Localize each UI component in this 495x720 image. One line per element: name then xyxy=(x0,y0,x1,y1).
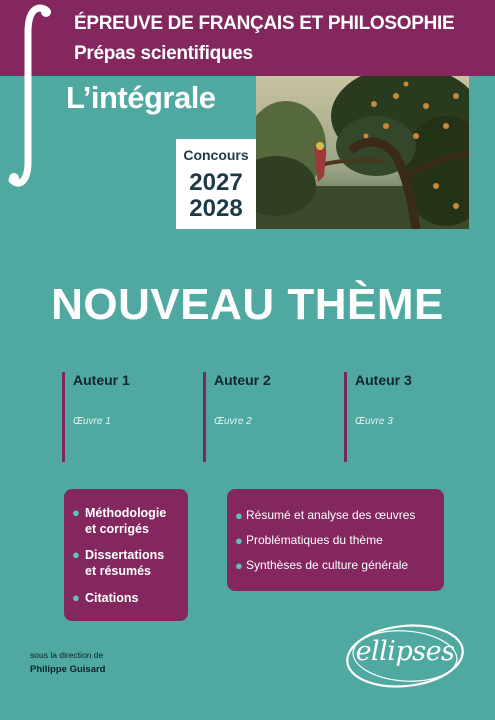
publisher-logo xyxy=(343,620,467,692)
feature-line: Dissertations xyxy=(85,548,165,562)
integral-icon xyxy=(6,2,58,190)
direction-label: sous la direction de xyxy=(30,650,104,660)
feature-line: et corrigés xyxy=(85,522,149,536)
collection-name: L’intégrale xyxy=(66,80,216,115)
bullet-dot-icon: ● xyxy=(235,508,243,523)
author-name: Auteur 1 xyxy=(73,372,130,388)
author-column-2 xyxy=(203,372,334,462)
bullet-dot-icon: ● xyxy=(235,558,243,573)
author-work: Œuvre 1 xyxy=(73,416,111,427)
feature-text: Problématiques du thème xyxy=(246,533,383,547)
year-end: 2028 xyxy=(189,195,243,222)
director-name: Philippe Guisard xyxy=(30,664,106,675)
author-work: Œuvre 3 xyxy=(355,416,393,427)
author-column-3 xyxy=(344,372,475,462)
bullet-dot-icon: ● xyxy=(235,533,243,548)
bullet-dot-icon: ● xyxy=(72,505,80,520)
features-box-left xyxy=(64,489,188,621)
year-start: 2027 xyxy=(189,169,243,196)
feature-text: Résumé et analyse des œuvres xyxy=(246,508,416,522)
cover-painting xyxy=(256,76,469,229)
bullet-dot-icon: ● xyxy=(72,590,80,605)
author-name: Auteur 3 xyxy=(355,372,412,388)
bullet-dot-icon: ● xyxy=(72,547,80,562)
exam-subtitle: Prépas scientifiques xyxy=(74,43,253,64)
painting-illustration xyxy=(256,76,469,229)
theme-title: NOUVEAU THÈME xyxy=(51,280,444,329)
feature-line: et résumés xyxy=(85,564,152,578)
feature-line: Citations xyxy=(85,591,139,605)
feature-text: Synthèses de culture générale xyxy=(246,558,409,572)
exam-title: ÉPREUVE DE FRANÇAIS ET PHILOSOPHIE xyxy=(74,13,455,34)
publisher-name: ellipses xyxy=(355,636,455,667)
author-name: Auteur 2 xyxy=(214,372,271,388)
concours-badge xyxy=(176,139,256,229)
feature-line: Méthodologie xyxy=(85,506,167,520)
concours-label: Concours xyxy=(183,147,249,163)
author-work: Œuvre 2 xyxy=(214,416,252,427)
author-column-1 xyxy=(62,372,193,462)
features-box-right xyxy=(227,489,444,591)
